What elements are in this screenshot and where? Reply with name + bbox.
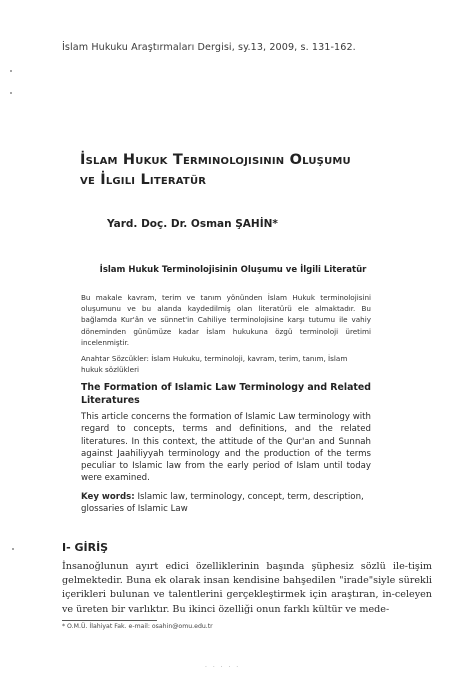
scan-mark (12, 548, 14, 550)
footnote-rule (62, 620, 157, 621)
article-title (80, 150, 400, 190)
keywords-tr-label: Anahtar Sözcükler: (81, 354, 149, 363)
keywords-en-values: Islamic law, terminology, concept, term, description, glossaries of Islamic Law (81, 492, 364, 515)
scan-mark (10, 70, 12, 72)
scan-mark (10, 92, 12, 94)
abstract-en-text: This article concerns the formation of Islamic Law terminology with regard to concepts, terms and definitions, and the related literatures. In this context, the attitude of the Qur'an and Sunnah against Jaahiliyyah terminology and the production of the terms peculiar to Islamic law from the early period of Islam until today were examined. (81, 412, 371, 484)
journal-header: İslam Hukuku Araştırmaları Dergisi, sy.13, 2009, s. 131-162. (62, 42, 356, 53)
footnote: * O.M.Ü. İlahiyat Fak. e-mail: osahin@omu.edu.tr (62, 623, 213, 630)
keywords-en-label: Key words: (81, 492, 135, 502)
section-heading: I- GİRİŞ (62, 541, 109, 554)
abstract-en-title: The Formation of Islamic Law Terminology and Related Literatures (81, 382, 371, 406)
scan-dots: · · · · · (205, 664, 241, 671)
author-name: Yard. Doç. Dr. Osman ŞAHİN* (107, 218, 278, 230)
section-body: İnsanoğlunun ayırt edici özelliklerinin başında şüphesiz sözlü ile-tişim gelmektedir. Buna ek olarak insan kendisine bahşedilen "irade"siyle sürekli içerikleri bulunan ve talentlerini gerçekleştirmek için araştıran, in-celeyen ve üreten bir varlıktır. Bu ikinci özelliği onun farklı kültür ve mede- (62, 561, 432, 615)
title-line-2: ve İlgili Literatür (80, 172, 207, 188)
keywords-tr (81, 353, 371, 375)
title-line-1: İslam Hukuk Terminolojisinin Oluşumu (80, 152, 351, 168)
abstract-tr-title: İslam Hukuk Terminolojisinin Oluşumu ve İlgili Literatür (99, 265, 367, 275)
keywords-en (81, 491, 371, 516)
keywords-tr-values: İslam Hukuku, terminoloji, kavram, terim, tanım, İslam hukuk sözlükleri (81, 354, 348, 375)
abstract-tr-text: Bu makale kavram, terim ve tanım yönünden İslam Hukuk terminolojisini oluşumunu ve bu alanda kaydedilmiş olan literatürü ele almaktadır. Bu bağlamda Kur'ân ve sünnet'in Cahiliye terminolojisine karşı tutumu ile vahiy döneminden günümüze kadar İslam hukukuna özgü terminoloji üretimi incelenmiştir. (81, 293, 371, 347)
